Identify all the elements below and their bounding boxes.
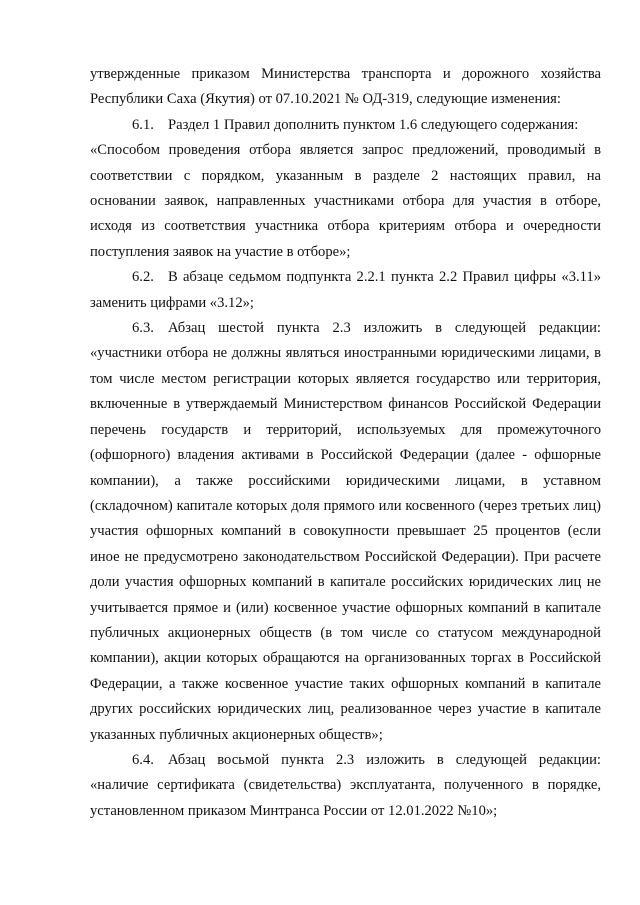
paragraph-text: Раздел 1 Правил дополнить пунктом 1.6 следующего содержания: <box>168 116 579 133</box>
paragraph-text: Абзац шестой пункта 2.3 изложить в следующей редакции: «участники отбора не должны являться иностранными юридическими лицами, в том числе местом регистрации которых является государство или территория, включенные в утверждаемый Министерством финансов Российской Федерации перечень государств и территорий, используемых для промежуточного (офшорного) владения активами в Российской Федерации (далее - офшорные компании), а также российскими юридическими лицами, в уставном (складочном) капитале которых доля прямого или косвенного (через третьих лиц) участия офшорных компаний в совокупности превышает 25 процентов (если иное не предусмотрено законодательством Российской Федерации). При расчете доли участия офшорных компаний в капитале российских юридических лиц не учитывается прямое и (или) косвенное участие офшорных компаний в капитале публичных акционерных обществ (в том числе со статусом международной компании), акции которых обращаются на организованных торгах в Российской Федерации, а также косвенное участие таких офшорных компаний в капитале других российских юридических лиц, реализованное через участие в капитале указанных публичных акционерных обществ»; <box>90 320 601 743</box>
paragraph-text: В абзаце седьмом подпункта 2.2.1 пункта 2.2 Правил цифры «3.11» заменить цифрами «3.12»; <box>90 269 601 311</box>
document-page <box>90 62 601 824</box>
paragraph-text: Абзац восьмой пункта 2.3 изложить в следующей редакции: «наличие сертификата (свидетельства) эксплуатанта, полученного в порядке, установленном приказом Минтранса России от 12.01.2022 №10»; <box>90 751 601 819</box>
paragraph-6-2 <box>90 265 601 316</box>
paragraph-text: утвержденные приказом Министерства транспорта и дорожного хозяйства Республики Саха (Якутия) от 07.10.2021 № ОД-319, следующие изменения: <box>90 66 601 108</box>
paragraph-number: 6.4. <box>132 751 154 768</box>
paragraph-text: «Способом проведения отбора является запрос предложений, проводимый в соответствии с порядком, указанным в разделе 2 настоящих правил, на основании заявок, направленных участниками отбора для участия в отборе, исходя из соответствия участника отбора критериям отбора и очередности поступления заявок на участие в отборе»; <box>90 142 601 260</box>
paragraph-number: 6.2. <box>132 269 154 286</box>
paragraph-6-4 <box>90 748 601 824</box>
paragraph-intro <box>90 62 601 113</box>
paragraph-6-1-quote <box>90 138 601 265</box>
paragraph-6-1 <box>90 113 601 138</box>
paragraph-number: 6.1. <box>132 116 154 133</box>
paragraph-number: 6.3. <box>132 320 154 337</box>
paragraph-6-3 <box>90 316 601 748</box>
